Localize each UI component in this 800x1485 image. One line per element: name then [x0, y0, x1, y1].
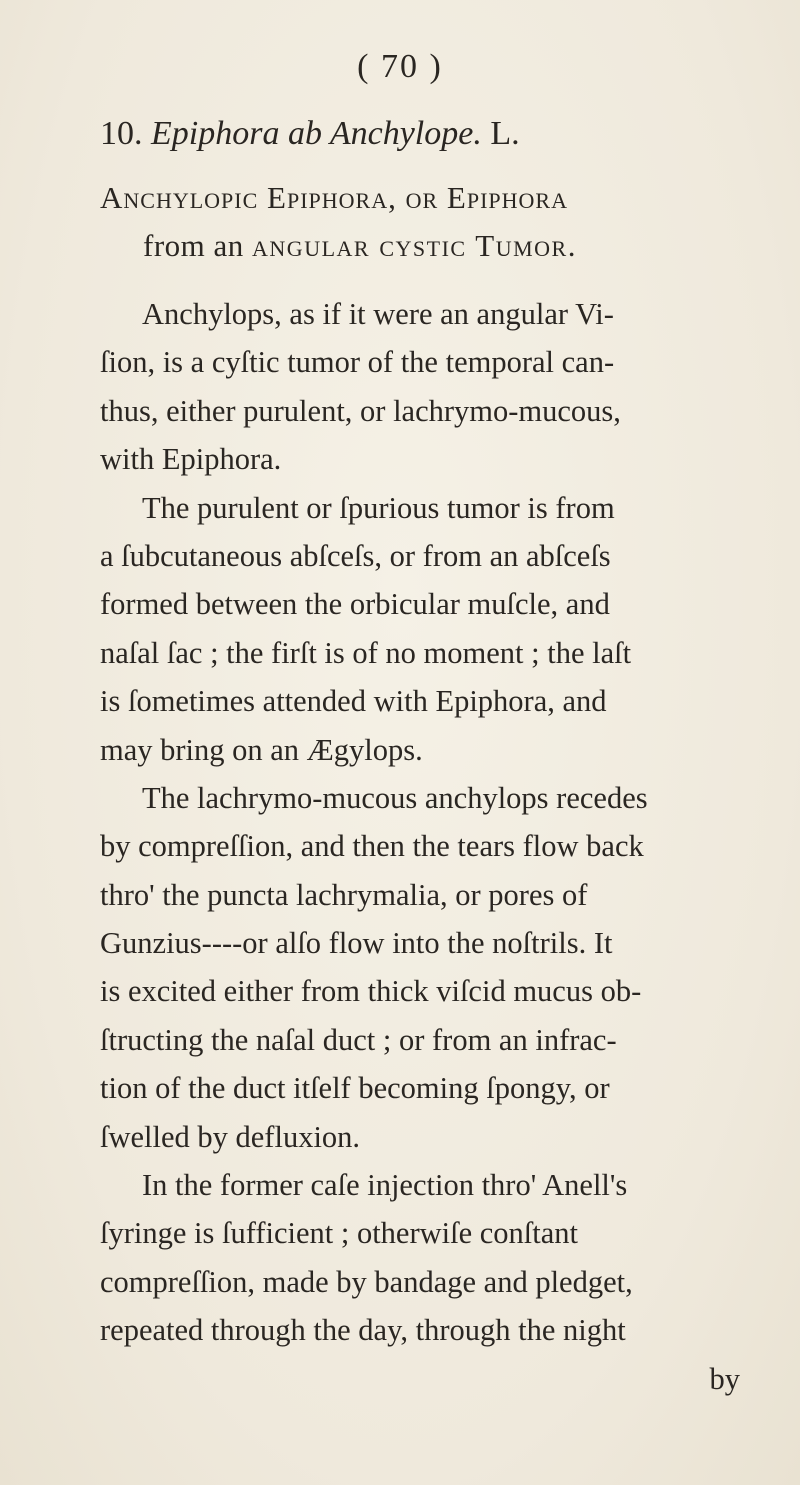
- page-number: ( 70 ): [357, 48, 443, 85]
- text-line: The purulent or ſpurious tumor is from: [142, 490, 615, 525]
- text-line: compreſſion, made by bandage and pledget,: [100, 1264, 633, 1299]
- subheading-line-1: Anchylopic Epiphora, or Epiphora: [100, 180, 568, 215]
- text-line: ſwelled by defluxion.: [100, 1119, 361, 1154]
- section-heading: [100, 114, 520, 154]
- subheading-suffix: Tumor.: [466, 228, 577, 263]
- subheading-caps: angular cystic: [252, 228, 467, 263]
- text-line: ſyringe is ſufficient ; otherwiſe conſtant: [100, 1216, 578, 1251]
- section-author-abbrev: L.: [490, 115, 520, 152]
- text-line: naſal ſac ; the firſt is of no moment ; the laſt: [100, 635, 632, 670]
- text-line: thus, either purulent, or lachrymo-mucous,: [100, 393, 621, 428]
- section-title: Epiphora ab Anchylope.: [151, 115, 482, 152]
- catchword: by: [709, 1361, 740, 1396]
- text-line: ſion, is a cyſtic tumor of the temporal can-: [100, 345, 615, 380]
- text-line: Gunzius----or alſo flow into the noſtrils. It: [100, 926, 613, 961]
- text-line: thro' the puncta lachrymalia, or pores of: [100, 877, 588, 912]
- text-line: a ſubcutaneous abſceſs, or from an abſceſs: [100, 538, 611, 573]
- subheading-prefix: from an: [143, 228, 253, 263]
- text-line: formed between the orbicular muſcle, and: [100, 587, 610, 622]
- text-line: Anchylops, as if it were an angular Vi-: [142, 297, 614, 331]
- text-line: repeated through the day, through the night: [100, 1313, 626, 1348]
- text-line: is excited either from thick viſcid mucus ob-: [100, 974, 642, 1009]
- text-line: In the former caſe injection thro' Anell's: [142, 1168, 628, 1203]
- section-number: 10.: [100, 115, 143, 152]
- text-line: may bring on an Ægylops.: [100, 732, 423, 767]
- text-line: The lachrymo-mucous anchylops recedes: [142, 780, 648, 815]
- subheading-line-2: [143, 226, 783, 266]
- text-line: by compreſſion, and then the tears flow back: [100, 829, 644, 864]
- text-line: ſtructing the naſal duct ; or from an infrac-: [100, 1022, 617, 1057]
- text-line: is ſometimes attended with Epiphora, and: [100, 684, 607, 719]
- text-line: with Epiphora.: [100, 442, 282, 477]
- body-text: [100, 290, 740, 1403]
- text-line: tion of the duct itſelf becoming ſpongy, or: [100, 1071, 610, 1106]
